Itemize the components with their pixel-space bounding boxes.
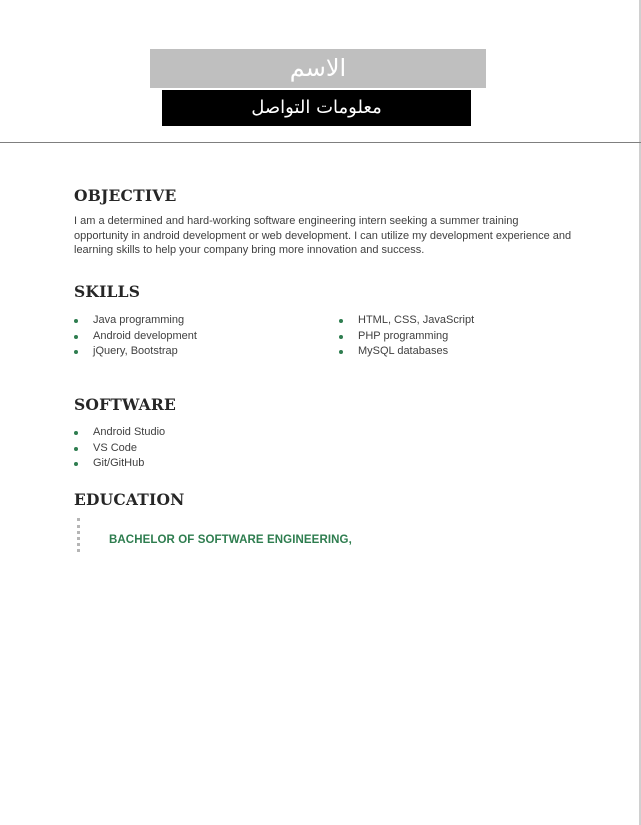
software-list — [74, 425, 165, 472]
list-item — [74, 456, 165, 472]
name-banner: الاسم — [150, 49, 486, 88]
skills-list-right — [339, 313, 474, 360]
bullet-icon — [74, 462, 78, 466]
education-heading: EDUCATION — [74, 490, 185, 509]
skill-label: PHP programming — [358, 329, 449, 342]
list-item — [339, 329, 474, 345]
contact-info-banner: معلومات التواصل — [162, 90, 471, 126]
bullet-icon — [74, 335, 78, 339]
header-divider — [0, 142, 641, 143]
skills-list-left — [74, 313, 197, 360]
software-label: VS Code — [93, 441, 138, 454]
skill-label: Java programming — [93, 314, 185, 326]
list-item — [74, 425, 165, 441]
software-label: Android Studio — [93, 426, 166, 438]
software-label: Git/GitHub — [93, 457, 145, 469]
list-item — [339, 344, 474, 360]
list-item — [74, 441, 165, 457]
skills-heading: SKILLS — [74, 282, 141, 301]
list-item — [339, 313, 474, 329]
software-heading: SOFTWARE — [74, 395, 176, 414]
list-item — [74, 344, 197, 360]
list-item — [74, 313, 197, 329]
skill-label: MySQL databases — [358, 345, 449, 357]
skill-label: Android development — [93, 329, 197, 342]
bullet-icon — [74, 431, 78, 435]
bullet-icon — [74, 319, 78, 323]
bullet-icon — [339, 350, 343, 354]
bullet-icon — [74, 447, 78, 451]
objective-text: I am a determined and hard-working software engineering intern seeking a summer training opportunity in android development or web development. I can utilize my development experience and learning skills to help your company bring more innovation and success. — [74, 215, 572, 257]
bullet-icon — [339, 335, 343, 339]
degree-title: BACHELOR OF SOFTWARE ENGINEERING, — [109, 534, 352, 546]
skill-label: HTML, CSS, JavaScript — [358, 314, 475, 326]
list-item — [74, 329, 197, 345]
objective-heading: OBJECTIVE — [74, 186, 177, 205]
education-accent-bar — [77, 518, 80, 552]
skill-label: jQuery, Bootstrap — [93, 345, 178, 357]
bullet-icon — [339, 319, 343, 323]
bullet-icon — [74, 350, 78, 354]
